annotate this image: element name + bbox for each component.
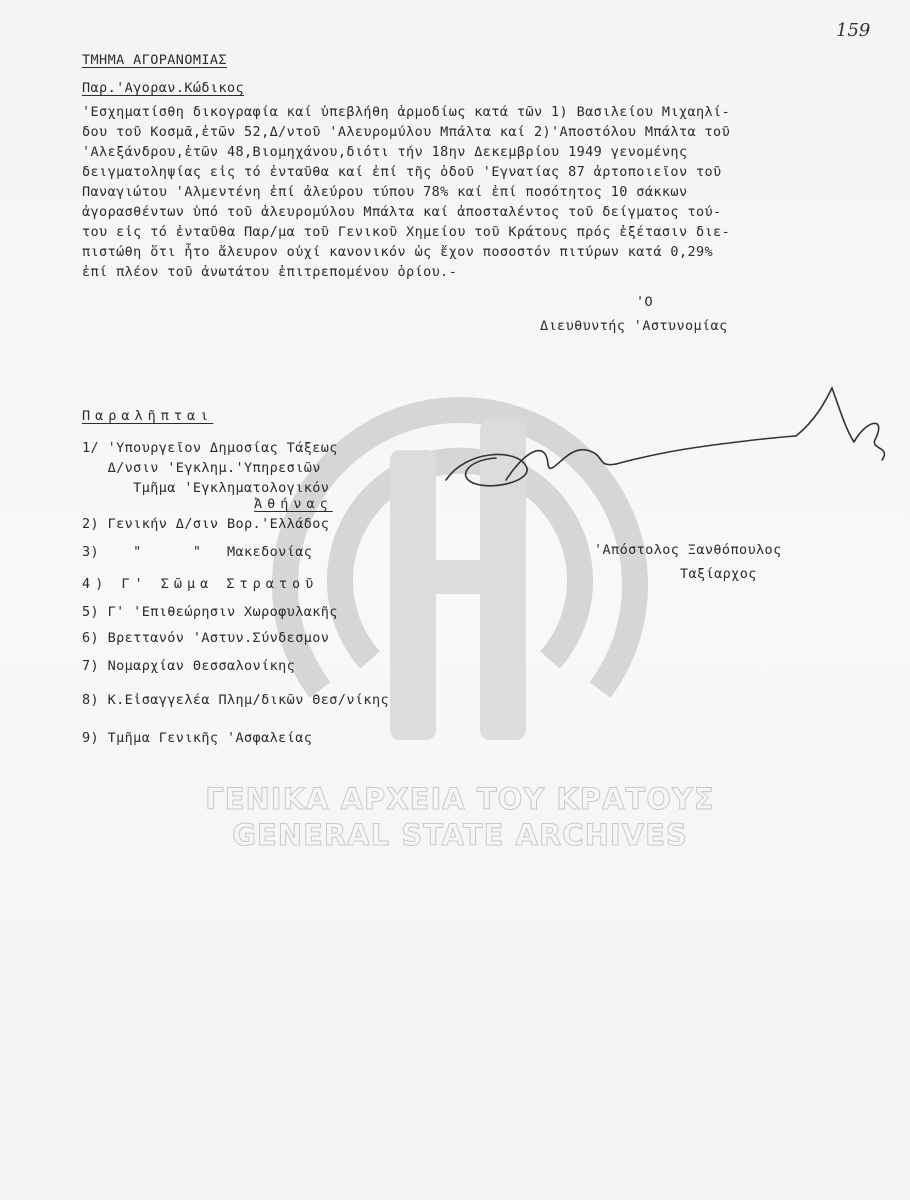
page-number: 159 bbox=[836, 20, 871, 41]
recipient-item: 4) Γ' Σῶμα Στρατοῦ bbox=[82, 576, 319, 592]
recipient-item: Τμῆμα 'Εγκληματολογικόν bbox=[82, 480, 330, 496]
recipient-item: 9) Τμῆμα Γενικῆς 'Ασφαλείας bbox=[82, 730, 313, 746]
signer-rank: Ταξίαρχος bbox=[680, 566, 757, 582]
recipient-item: Ἀθήνας bbox=[254, 496, 333, 512]
recipient-item: 5) Γ' 'Επιθεώρησιν Χωροφυλακῆς bbox=[82, 604, 338, 620]
recipient-item: 3) " " Μακεδονίας bbox=[82, 544, 313, 560]
body-line: του εἰς τό ἐνταῦθα Παρ/μα τοῦ Γενικοῦ Χημείου τοῦ Κράτους πρός ἐξέτασιν διε- bbox=[82, 224, 731, 240]
signoff-title: 'Ο bbox=[636, 294, 654, 310]
recipient-item: 7) Νομαρχίαν Θεσσαλονίκης bbox=[82, 658, 296, 674]
body-line: ἐπί πλέον τοῦ ἀνωτάτου ἐπιτρεπομένου ὁρίου.- bbox=[82, 264, 458, 280]
watermark-english: GENERAL STATE ARCHIVES bbox=[232, 818, 688, 852]
body-line: Παναγιώτου 'Αλμεντένη ἐπί ἀλεύρου τύπου 78% καί ἐπί ποσότητος 10 σάκκων bbox=[82, 184, 688, 200]
body-line: πιστώθη ὅτι ἦτο ἄλευρον οὐχί κανονικόν ὡς ἔχον ποσοστόν πιτύρων κατά 0,29% bbox=[82, 244, 714, 260]
body-line: ἀγορασθέντων ὑπό τοῦ ἀλευρομύλου Μπάλτα καί ἀποσταλέντος τοῦ δείγματος τού- bbox=[82, 204, 722, 220]
reference-code: Παρ.'Αγοραν.Κώδικος bbox=[82, 80, 245, 96]
recipients-heading: Παραλῆπται bbox=[82, 408, 214, 424]
signoff-role: Διευθυντής 'Αστυνομίας bbox=[540, 318, 728, 334]
recipient-item: 6) Βρεττανόν 'Αστυν.Σύνδεσμον bbox=[82, 630, 330, 646]
recipient-item: Δ/νσιν 'Εγκλημ.'Υπηρεσιῶν bbox=[82, 460, 321, 476]
body-line: δου τοῦ Κοσμᾶ,ἐτῶν 52,Δ/ντοῦ 'Αλευρομύλου Μπάλτα καί 2)'Αποστόλου Μπάλτα τοῦ bbox=[82, 124, 731, 140]
watermark-greek: ΓΕΝΙΚΑ ΑΡΧΕΙΑ ΤΟΥ ΚΡΑΤΟΥΣ bbox=[205, 782, 715, 816]
handwritten-signature-icon bbox=[436, 380, 896, 520]
body-line: 'Εσχηματίσθη δικογραφία καί ὑπεβλήθη ἁρμοδίως κατά τῶν 1) Βασιλείου Μιχαηλί- bbox=[82, 104, 731, 120]
body-line: 'Αλεξάνδρου,ἐτῶν 48,Βιομηχάνου,διότι τήν 18ην Δεκεμβρίου 1949 γενομένης bbox=[82, 144, 688, 160]
signer-name: 'Απόστολος Ξανθόπουλος bbox=[594, 542, 782, 558]
department-heading: ΤΜΗΜΑ ΑΓΟΡΑΝΟΜΙΑΣ bbox=[82, 52, 227, 68]
recipient-item: 8) Κ.Εἰσαγγελέα Πλημ/δικῶν Θεσ/νίκης bbox=[82, 692, 389, 708]
recipient-item: 2) Γενικήν Δ/σιν Βορ.'Ελλάδος bbox=[82, 516, 330, 532]
recipient-item: 1/ 'Υπουργεῖον Δημοσίας Τάξεως bbox=[82, 440, 338, 456]
body-line: δειγματοληψίας εἰς τό ἐνταῦθα καί ἐπί τῆς ὁδοῦ 'Εγνατίας 87 ἀρτοποιεῖον τοῦ bbox=[82, 164, 722, 180]
